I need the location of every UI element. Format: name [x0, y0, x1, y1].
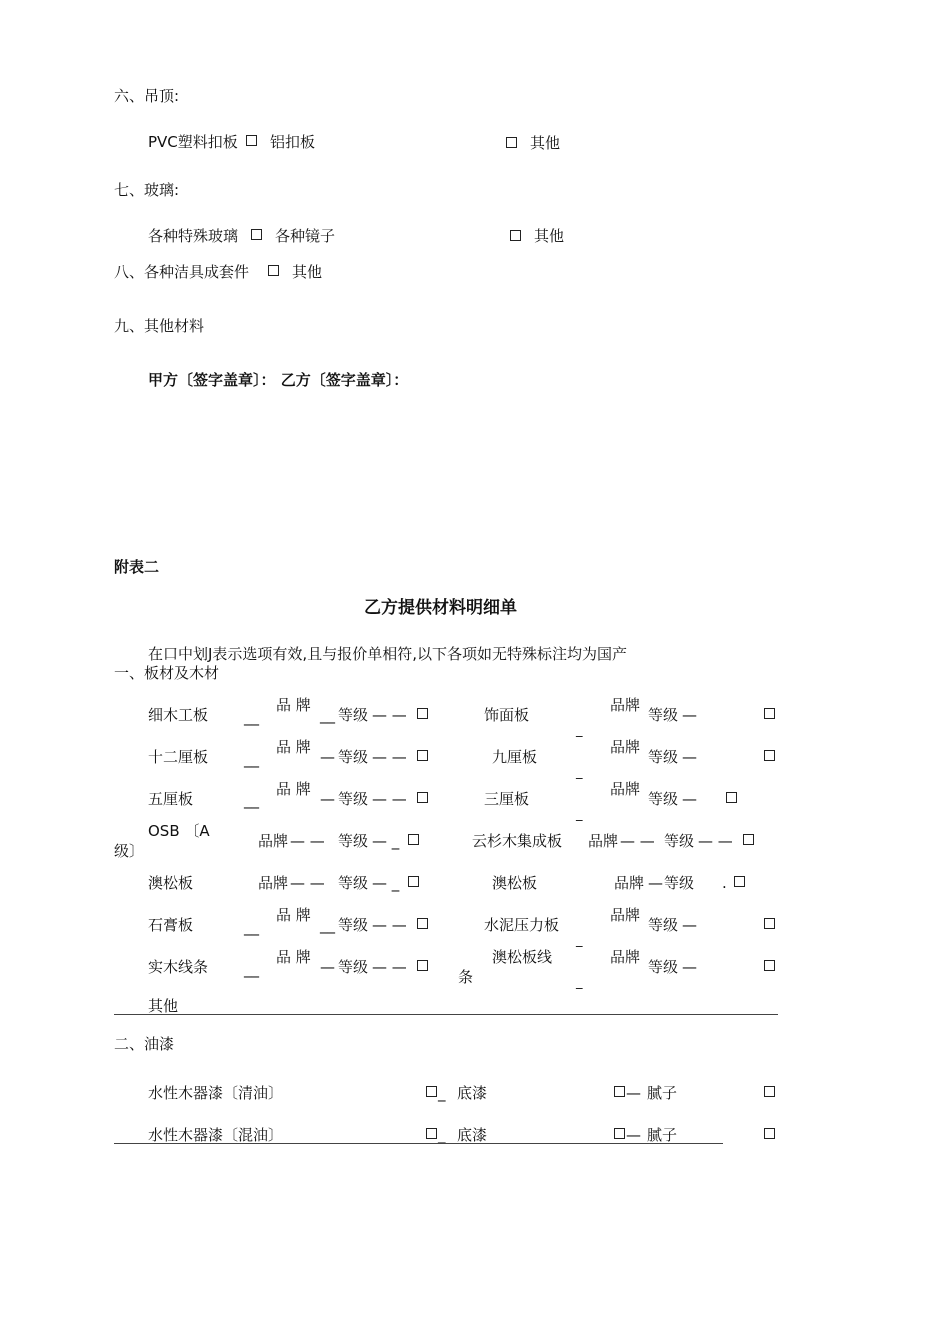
grade-label: 等级 — [648, 790, 679, 808]
item-label: 九厘板 — [492, 748, 538, 766]
brand-label: 品 牌 — [276, 696, 311, 714]
checkbox[interactable] — [408, 834, 419, 845]
fill-blank[interactable]: — — — [372, 790, 407, 808]
putty-label: 腻子 — [647, 1084, 678, 1102]
brand-label: 品 牌 — [276, 738, 311, 756]
checkbox[interactable] — [743, 834, 754, 845]
item-label: 澳松板 — [492, 874, 538, 892]
grade-label: 等级 — [338, 832, 369, 850]
ceiling-other-checkbox[interactable] — [506, 137, 517, 148]
brand-label: 品牌 — [610, 696, 641, 714]
putty-checkbox[interactable] — [764, 1128, 775, 1139]
brand-label: 品牌 — [258, 832, 289, 850]
grade-label: 等级 — [338, 790, 369, 808]
section-9-heading: 九、其他材料 — [114, 317, 205, 335]
fill-blank[interactable]: — _ — [372, 832, 400, 850]
brand-label: 品牌 — [610, 738, 641, 756]
fill-blank[interactable]: — — — [372, 748, 407, 766]
paint-mixed-label: 水性木器漆〔混油〕 — [148, 1126, 284, 1144]
appendix-title: 乙方提供材料明细单 — [364, 598, 517, 618]
grade-label: 等级 — [338, 916, 369, 934]
checkbox[interactable] — [408, 876, 419, 887]
aluminum-label: 铝扣板 — [270, 133, 316, 151]
fill-blank[interactable]: _ — [576, 765, 583, 780]
glass-other-checkbox[interactable] — [510, 230, 521, 241]
grade-label: 等级 — [648, 706, 679, 724]
section-2-heading: 二、油漆 — [114, 1035, 175, 1053]
fill-blank[interactable]: — — — [620, 832, 655, 850]
fill-blank[interactable]: — — [320, 958, 335, 976]
ceiling-other-label: 其他 — [530, 134, 561, 152]
fill-blank[interactable]: — — — [290, 874, 325, 892]
item-label: 实木线条 — [148, 958, 209, 976]
grade-label: 等级 — [648, 958, 679, 976]
fill-blank[interactable]: __ — [244, 708, 259, 726]
fill-blank[interactable]: . — [722, 874, 727, 892]
item-label: 细木工板 — [148, 706, 209, 724]
checkbox[interactable] — [726, 792, 737, 803]
checkbox[interactable] — [417, 708, 428, 719]
fill-blank[interactable]: — — [626, 1084, 641, 1102]
item-label: OSB 〔A — [148, 822, 210, 840]
checkbox[interactable] — [764, 708, 775, 719]
item-label: 五厘板 — [148, 790, 194, 808]
item-label: 饰面板 — [484, 706, 530, 724]
item-label: 澳松板 — [148, 874, 194, 892]
fill-blank[interactable]: — — [682, 706, 697, 724]
item-label: 十二厘板 — [148, 748, 209, 766]
sanitary-other-label: 其他 — [292, 263, 323, 281]
fill-blank[interactable]: — — — [372, 706, 407, 724]
section-8-heading: 八、各种洁具成套件 — [114, 263, 250, 281]
brand-label: 品 牌 — [276, 780, 311, 798]
fill-blank[interactable]: __ — [320, 706, 335, 724]
divider-line — [114, 1143, 723, 1144]
fill-blank[interactable]: _ — [438, 1084, 446, 1102]
appendix-label: 附表二 — [114, 558, 160, 576]
item-label: 云杉木集成板 — [472, 832, 563, 850]
special-glass-label: 各种特殊玻璃 — [148, 227, 239, 245]
paint-mixed-checkbox[interactable] — [426, 1128, 437, 1139]
grade-label: 等级 — [338, 706, 369, 724]
other-label: 其他 — [148, 997, 179, 1015]
fill-blank[interactable]: — — [682, 958, 697, 976]
fill-blank[interactable]: — — — [698, 832, 733, 850]
brand-label: 品牌 — [610, 948, 641, 966]
section-7-heading: 七、玻璃: — [114, 181, 180, 199]
checkbox[interactable] — [764, 918, 775, 929]
grade-label: 等级 — [338, 958, 369, 976]
fill-blank[interactable]: _ — [576, 933, 583, 948]
paint-clear-label: 水性木器漆〔清油〕 — [148, 1084, 284, 1102]
item-label: 级〕 — [114, 842, 145, 860]
checkbox[interactable] — [417, 792, 428, 803]
fill-blank[interactable]: __ — [244, 750, 259, 768]
primer-label: 底漆 — [457, 1126, 488, 1144]
checkbox[interactable] — [764, 750, 775, 761]
grade-label: 等级 — [648, 748, 679, 766]
item-label: 澳松板线 — [492, 948, 553, 966]
signature-line: 甲方〔签字盖章〕： 乙方〔签字盖章〕： — [148, 371, 409, 389]
item-label: 条 — [458, 968, 474, 986]
section-1-heading: 一、板材及木材 — [114, 664, 220, 682]
checkbox[interactable] — [734, 876, 745, 887]
fill-blank[interactable]: __ — [244, 791, 259, 809]
item-label: 水泥压力板 — [484, 916, 560, 934]
fill-blank[interactable]: — — [626, 1126, 641, 1144]
fill-blank[interactable]: — — [648, 874, 663, 892]
brand-label: 品牌 — [588, 832, 619, 850]
primer-checkbox[interactable] — [614, 1128, 625, 1139]
section-6-heading: 六、吊顶: — [114, 87, 180, 105]
pvc-label: PVC塑料扣板 — [148, 133, 238, 151]
pvc-checkbox[interactable] — [246, 135, 257, 146]
grade-label: 等级 — [664, 832, 695, 850]
mirror-label: 各种镜子 — [275, 227, 336, 245]
fill-blank[interactable]: __ — [320, 916, 335, 934]
putty-checkbox[interactable] — [764, 1086, 775, 1097]
fill-blank[interactable]: _ — [576, 975, 583, 990]
primer-label: 底漆 — [457, 1084, 488, 1102]
brand-label: 品牌 — [610, 780, 641, 798]
fill-blank[interactable]: _ — [576, 807, 583, 822]
fill-blank[interactable]: __ — [244, 918, 259, 936]
fill-blank[interactable]: — — [320, 790, 335, 808]
checkbox[interactable] — [417, 750, 428, 761]
paint-clear-checkbox[interactable] — [426, 1086, 437, 1097]
item-label: 三厘板 — [484, 790, 530, 808]
fill-blank[interactable]: — — [682, 748, 697, 766]
checkbox[interactable] — [417, 918, 428, 929]
glass-other-label: 其他 — [534, 227, 565, 245]
checkbox[interactable] — [417, 960, 428, 971]
fill-blank[interactable]: __ — [244, 960, 259, 978]
fill-blank[interactable]: — — [320, 748, 335, 766]
fill-blank[interactable]: — — — [372, 916, 407, 934]
special-glass-checkbox[interactable] — [251, 229, 262, 240]
brand-label: 品 牌 — [276, 906, 311, 924]
grade-label: 等级 — [664, 874, 695, 892]
fill-blank[interactable]: — — — [290, 832, 325, 850]
grade-label: 等级 — [338, 748, 369, 766]
grade-label: 等级 — [648, 916, 679, 934]
grade-label: 等级 — [338, 874, 369, 892]
primer-checkbox[interactable] — [614, 1086, 625, 1097]
putty-label: 腻子 — [647, 1126, 678, 1144]
sanitary-checkbox[interactable] — [268, 265, 279, 276]
fill-blank[interactable]: — _ — [372, 874, 400, 892]
appendix-intro: 在口中划J表示选项有效,且与报价单相符,以下各项如无特殊标注均为国产 — [148, 645, 627, 663]
brand-label: 品牌 — [614, 874, 645, 892]
fill-blank[interactable]: _ — [438, 1126, 446, 1144]
fill-blank[interactable]: — — [682, 790, 697, 808]
checkbox[interactable] — [764, 960, 775, 971]
divider-line — [114, 1014, 778, 1015]
fill-blank[interactable]: — — — [372, 958, 407, 976]
fill-blank[interactable]: _ — [576, 723, 583, 738]
brand-label: 品牌 — [610, 906, 641, 924]
brand-label: 品牌 — [258, 874, 289, 892]
fill-blank[interactable]: — — [682, 916, 697, 934]
brand-label: 品 牌 — [276, 948, 311, 966]
item-label: 石膏板 — [148, 916, 194, 934]
